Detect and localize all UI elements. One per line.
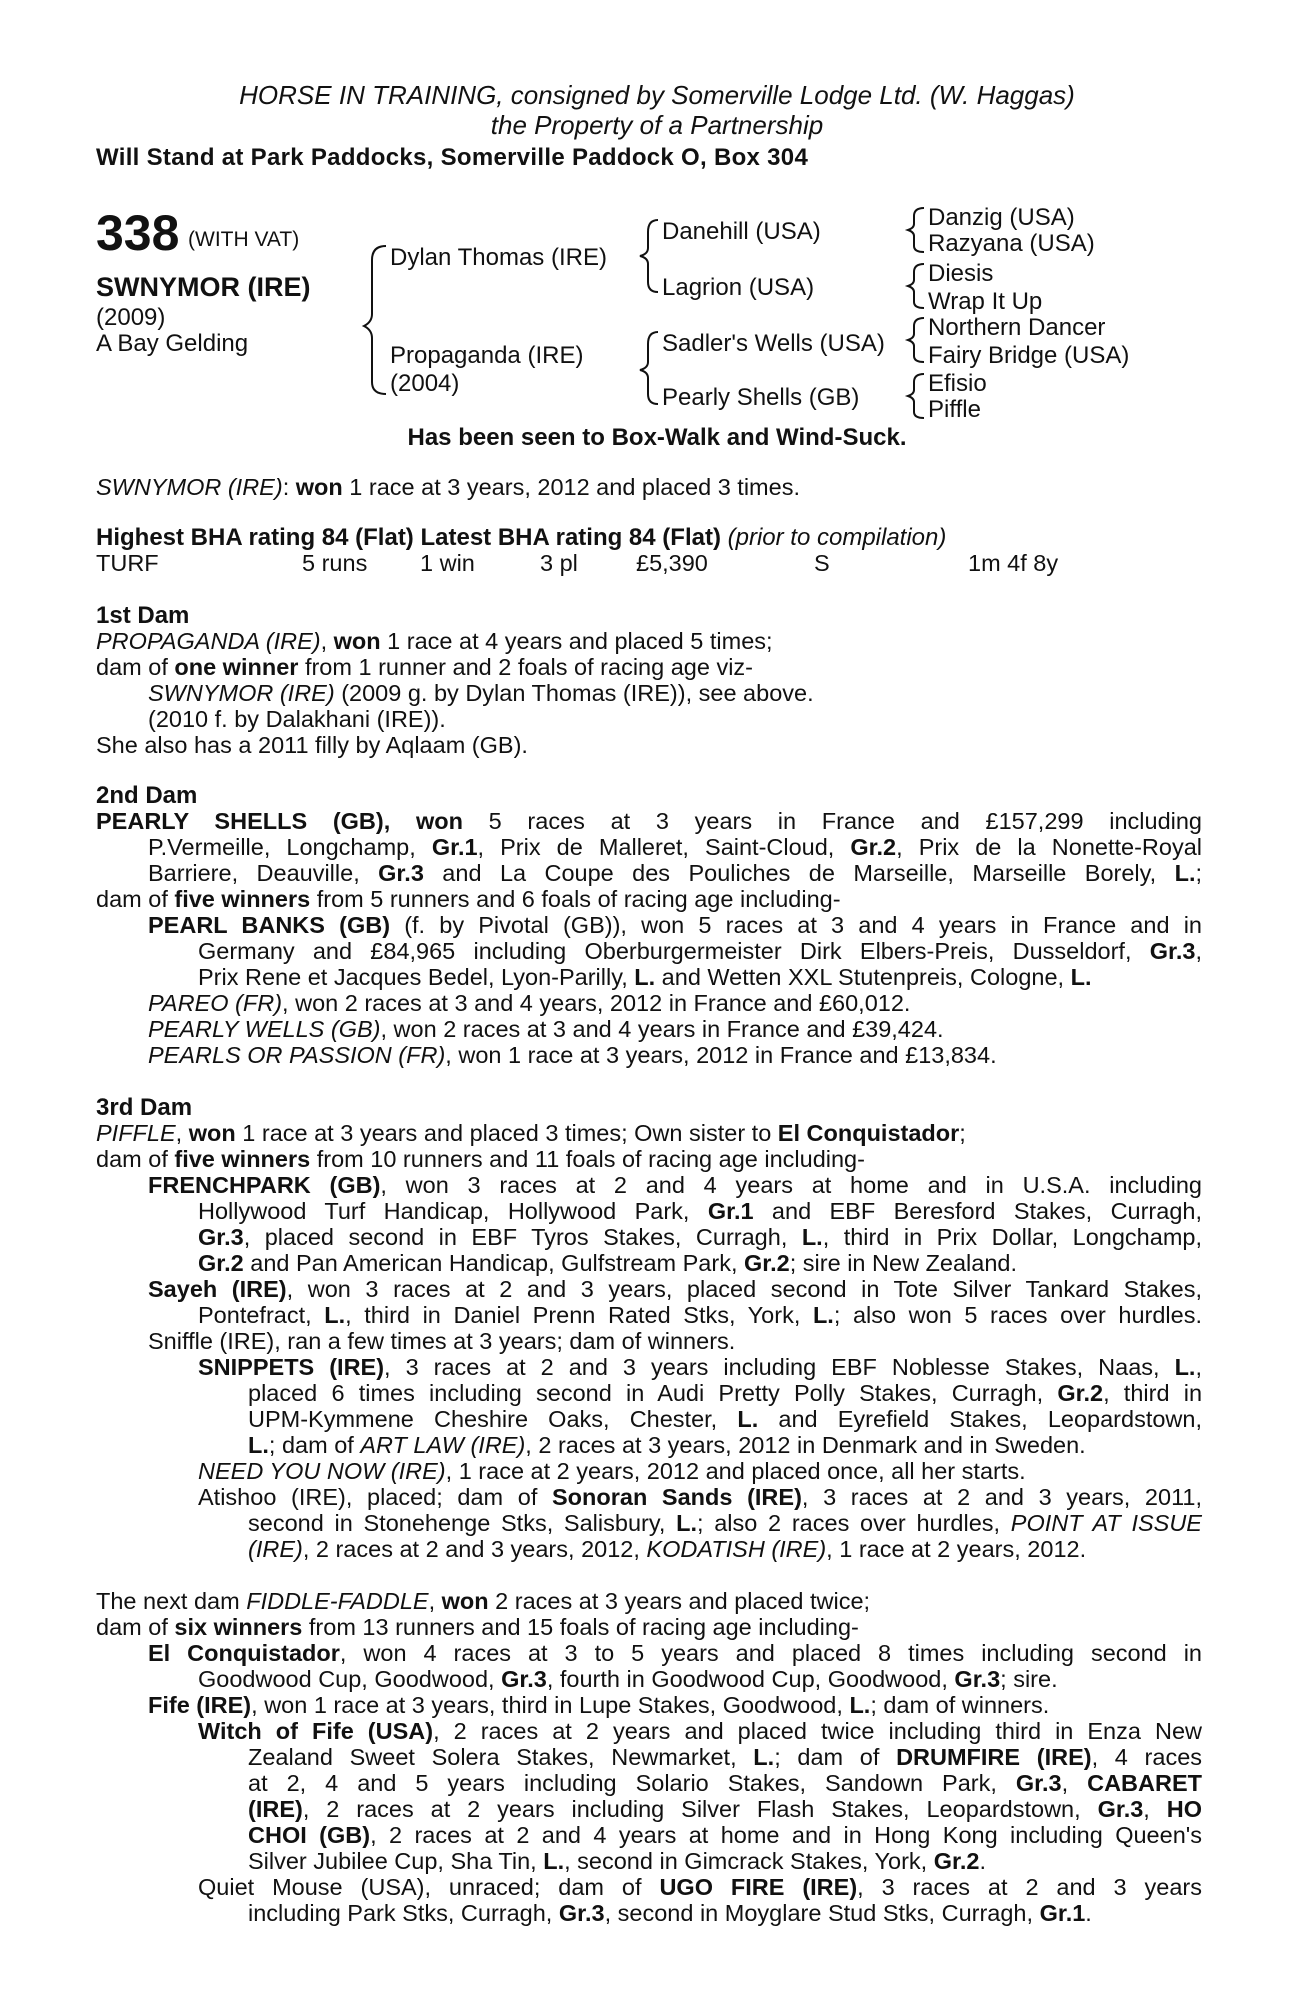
first-dam-line bbox=[96, 628, 773, 655]
el-conquistador-line-1 bbox=[148, 1640, 1202, 1667]
pearl-banks-line-2 bbox=[198, 938, 1202, 965]
t: , won 2 races at 3 and 4 years in France and £39,424. bbox=[380, 1016, 944, 1042]
art-law-name: ART LAW (IRE) bbox=[360, 1432, 526, 1458]
third-dam-produce bbox=[96, 1146, 865, 1173]
won: won bbox=[188, 1120, 236, 1146]
grade: L. bbox=[849, 1692, 871, 1718]
t: , bbox=[1143, 1796, 1167, 1822]
t: ; sire. bbox=[1000, 1666, 1058, 1692]
t: from 5 runners and 6 foals of racing age including- bbox=[310, 886, 841, 912]
sonoran-sands-name: Sonoran Sands (IRE) bbox=[551, 1484, 802, 1510]
pedigree-sire: Dylan Thomas (IRE) bbox=[390, 244, 607, 271]
pearls-or-passion-line bbox=[148, 1042, 997, 1069]
sniffle-line: Sniffle (IRE), ran a few times at 3 years; dam of winners. bbox=[148, 1328, 736, 1354]
foal-2009-text: (2009 g. by Dylan Thomas (IRE)), see above. bbox=[334, 680, 814, 706]
won: won bbox=[441, 1588, 489, 1614]
t: , bbox=[428, 1588, 442, 1614]
t: from 13 runners and 15 foals of racing age including- bbox=[302, 1614, 859, 1640]
grade: Gr.2 bbox=[850, 834, 897, 860]
t: , placed second in EBF Tyros Stakes, Curragh, bbox=[243, 1224, 802, 1250]
grade: L. bbox=[812, 1302, 834, 1328]
pedigree-dam: Propaganda (IRE) bbox=[390, 342, 584, 369]
t: ; dam of winners. bbox=[870, 1692, 1050, 1718]
grade: L. bbox=[753, 1744, 775, 1770]
t: , 2 races at 2 and 3 years, 2012, bbox=[302, 1536, 647, 1562]
fiddle-faddle-name: FIDDLE-FADDLE bbox=[246, 1588, 429, 1614]
horse-name: SWNYMOR (IRE) bbox=[96, 272, 311, 302]
t: , 3 races at 2 and 3 years, 2011, bbox=[801, 1484, 1202, 1510]
el-conquistador-name: El Conquistador bbox=[148, 1640, 340, 1666]
t: Pontefract, bbox=[198, 1302, 325, 1328]
t: , second in Gimcrack Stakes, York, bbox=[564, 1848, 934, 1874]
witch-of-fife-name: Witch of Fife (USA) bbox=[198, 1718, 434, 1744]
t: , fourth in Goodwood Cup, Goodwood, bbox=[546, 1666, 955, 1692]
comma: , bbox=[383, 808, 416, 834]
t: , won 2 races at 3 and 4 years, 2012 in France and £60,012. bbox=[282, 990, 911, 1016]
pedigree-dam-year: (2004) bbox=[390, 370, 460, 397]
atishoo-line-2 bbox=[248, 1510, 1202, 1537]
pedigree-sss: Danzig (USA) bbox=[928, 204, 1075, 231]
pareo-line bbox=[148, 990, 910, 1017]
winners: five winners bbox=[174, 886, 311, 912]
frenchpark-line-4 bbox=[198, 1250, 1017, 1277]
t: ; bbox=[959, 1120, 966, 1146]
bha-rating bbox=[96, 524, 946, 552]
t: (IRE) bbox=[248, 1536, 303, 1562]
bracket-sire bbox=[640, 220, 658, 292]
stabling-line: Will Stand at Park Paddocks, Somerville Paddock O, Box 304 bbox=[96, 144, 809, 171]
foal-2011: She also has a 2011 filly by Aqlaam (GB). bbox=[96, 732, 528, 758]
t: , 3 races at 2 and 3 years including EBF Noblesse Stakes, Naas, bbox=[384, 1354, 1175, 1380]
t: ; also 2 races over hurdles, bbox=[696, 1510, 1011, 1536]
t: dam of bbox=[96, 886, 175, 912]
pearls-or-passion-name: PEARLS OR PASSION (FR) bbox=[148, 1042, 446, 1068]
grade: L. bbox=[1174, 1354, 1196, 1380]
second-dam-won: won bbox=[415, 808, 463, 834]
atishoo-line-1 bbox=[198, 1484, 1202, 1511]
pearl-banks-line-1 bbox=[148, 912, 1202, 939]
bracket-dd bbox=[908, 374, 924, 418]
grade: Gr.2 bbox=[744, 1250, 790, 1276]
turf-distance: 1m 4f 8y bbox=[968, 550, 1059, 576]
turf-money: £5,390 bbox=[636, 550, 708, 576]
t: , third in Prix Dollar, Longchamp, bbox=[822, 1224, 1202, 1250]
fife-name: Fife (IRE) bbox=[148, 1692, 252, 1718]
second-dam-heading: 2nd Dam bbox=[96, 782, 198, 809]
grade: L. bbox=[737, 1406, 759, 1432]
grade: Gr.2 bbox=[1057, 1380, 1104, 1406]
turf-runs: 5 runs bbox=[302, 550, 368, 576]
third-dam-line bbox=[96, 1120, 966, 1147]
t: dam of bbox=[96, 1146, 175, 1172]
fife-line bbox=[148, 1692, 1049, 1719]
t: . bbox=[1085, 1900, 1092, 1926]
foal-2009 bbox=[148, 680, 814, 707]
frenchpark-line-1 bbox=[148, 1172, 1202, 1199]
t: , won 3 races at 2 and 4 years at home and in U.S.A. including bbox=[380, 1172, 1202, 1198]
grade: L. bbox=[634, 964, 656, 990]
witch-of-fife-line-5 bbox=[248, 1822, 1202, 1849]
t: Hollywood Turf Handicap, Hollywood Park, bbox=[198, 1198, 708, 1224]
sayeh-line-1 bbox=[148, 1276, 1202, 1303]
turf-wins: 1 win bbox=[420, 550, 475, 576]
need-you-now-name: NEED YOU NOW (IRE) bbox=[198, 1458, 446, 1484]
snippets-name: SNIPPETS (IRE) bbox=[198, 1354, 385, 1380]
snippets-line-1 bbox=[198, 1354, 1202, 1381]
t: Germany and £84,965 including Oberburgermeister Dirk Elbers-Preis, Dusseldorf, bbox=[198, 938, 1150, 964]
t: , third in Daniel Prenn Rated Stks, York, bbox=[345, 1302, 813, 1328]
first-dam-produce bbox=[96, 654, 753, 681]
grade: L. bbox=[543, 1848, 565, 1874]
t: P.Vermeille, Longchamp, bbox=[148, 834, 432, 860]
grade: L. bbox=[1070, 964, 1092, 990]
snippets-line-2 bbox=[248, 1380, 1202, 1407]
next-dam-produce bbox=[96, 1614, 859, 1641]
t: , 1 race at 2 years, 2012 and placed once, all her starts. bbox=[445, 1458, 1026, 1484]
t: and Wetten XXL Stutenpreis, Cologne, bbox=[655, 964, 1071, 990]
pedigree-dsd: Fairy Bridge (USA) bbox=[928, 342, 1130, 369]
consignor-line: HORSE IN TRAINING, consigned by Somerville Lodge Ltd. (W. Haggas) bbox=[239, 80, 1075, 110]
second-dam-line-3 bbox=[148, 860, 1202, 887]
snippets-line-3 bbox=[248, 1406, 1202, 1433]
need-you-now-line bbox=[198, 1458, 1026, 1485]
t: , 2 races at 3 years, 2012 in Denmark and in Sweden. bbox=[525, 1432, 1086, 1458]
t: 1 race at 3 years and placed 3 times; Own sister to bbox=[235, 1120, 778, 1146]
t: , bbox=[1061, 1770, 1088, 1796]
t: and Eyrefield Stakes, Leopardstown, bbox=[758, 1406, 1202, 1432]
t: at 2, 4 and 5 years including Solario Stakes, Sandown Park, bbox=[248, 1770, 1016, 1796]
pedigree-sdd: Wrap It Up bbox=[928, 288, 1043, 315]
t: from 10 runners and 11 foals of racing age including- bbox=[310, 1146, 865, 1172]
pedigree-dds: Efisio bbox=[928, 370, 987, 397]
grade: L. bbox=[248, 1432, 269, 1458]
t: , 4 races bbox=[1091, 1744, 1203, 1770]
t: Quiet Mouse (USA), unraced; dam of bbox=[198, 1874, 660, 1900]
t: , won 4 races at 3 to 5 years and placed 8 times including second in bbox=[339, 1640, 1202, 1666]
grade: L. bbox=[324, 1302, 346, 1328]
race-summary bbox=[96, 474, 800, 501]
grade: Gr.3 bbox=[558, 1900, 605, 1926]
cabaret-suffix: (IRE) bbox=[248, 1796, 303, 1822]
t: , second in Moyglare Stud Stks, Curragh, bbox=[604, 1900, 1040, 1926]
grade: L. bbox=[801, 1224, 823, 1250]
point-at-issue-name: POINT AT ISSUE bbox=[1010, 1510, 1202, 1536]
bracket-ss bbox=[908, 208, 924, 252]
grade: Gr.3 bbox=[1149, 938, 1196, 964]
dam-of: dam of bbox=[96, 654, 175, 680]
winners: five winners bbox=[174, 1146, 311, 1172]
frenchpark-line-2 bbox=[198, 1198, 1202, 1225]
pearl-banks-name: PEARL BANKS (GB) bbox=[148, 912, 391, 938]
t: . bbox=[979, 1848, 987, 1874]
bracket-sd bbox=[908, 264, 924, 308]
t: UPM-Kymmene Cheshire Oaks, Chester, bbox=[248, 1406, 738, 1432]
vat-label: (WITH VAT) bbox=[188, 228, 300, 251]
witch-of-fife-line-1 bbox=[198, 1718, 1202, 1745]
first-dam-heading: 1st Dam bbox=[96, 602, 190, 629]
pareo-name: PAREO (FR) bbox=[148, 990, 283, 1016]
witch-of-fife-line-4 bbox=[248, 1796, 1202, 1823]
comma: , bbox=[320, 628, 334, 654]
first-dam-won: won bbox=[333, 628, 381, 654]
turf-surface: TURF bbox=[96, 550, 159, 576]
t: , 1 race at 2 years, 2012. bbox=[826, 1536, 1087, 1562]
next-dam-line bbox=[96, 1588, 870, 1615]
pedigree-sire-sire: Danehill (USA) bbox=[662, 218, 821, 245]
third-dam-name: PIFFLE bbox=[96, 1120, 176, 1146]
ho-choi-name: HO bbox=[1166, 1796, 1202, 1822]
summary-won: won bbox=[295, 474, 343, 500]
frenchpark-line-3 bbox=[198, 1224, 1202, 1251]
pearl-banks-line-3 bbox=[198, 964, 1091, 991]
pearly-wells-line bbox=[148, 1016, 944, 1043]
quiet-mouse-line-2 bbox=[248, 1900, 1092, 1927]
second-dam-line-2 bbox=[148, 834, 1202, 861]
t: and EBF Beresford Stakes, Curragh, bbox=[753, 1198, 1202, 1224]
t: The next dam bbox=[96, 1588, 247, 1614]
first-dam-produce-text: from 1 runner and 2 foals of racing age viz- bbox=[298, 654, 753, 680]
t: , 2 races at 2 years and placed twice including third in Enza New bbox=[433, 1718, 1202, 1744]
el-conquistador-line-2 bbox=[198, 1666, 1058, 1693]
turf-placed: 3 pl bbox=[540, 550, 578, 576]
grade: Gr.3 bbox=[198, 1224, 244, 1250]
pedigree-dss: Northern Dancer bbox=[928, 314, 1106, 341]
grade: Gr.3 bbox=[954, 1666, 1001, 1692]
summary-text: 1 race at 3 years, 2012 and placed 3 times. bbox=[342, 474, 800, 500]
witch-of-fife-line-2 bbox=[248, 1744, 1202, 1771]
bracket-ds bbox=[908, 318, 924, 362]
quiet-mouse-line-1 bbox=[198, 1874, 1202, 1901]
cabaret-name: CABARET bbox=[1087, 1770, 1202, 1796]
horse-description: A Bay Gelding bbox=[96, 330, 249, 357]
sayeh-line-2 bbox=[198, 1302, 1202, 1329]
lot-number: 338 bbox=[96, 205, 180, 261]
t: ; dam of bbox=[268, 1432, 361, 1458]
bracket-main bbox=[364, 246, 386, 394]
foal-2010: (2010 f. by Dalakhani (IRE)). bbox=[148, 706, 446, 732]
summary-horse-name: SWNYMOR (IRE) bbox=[96, 474, 283, 500]
grade: L. bbox=[676, 1510, 697, 1536]
grade: Gr.3 bbox=[1097, 1796, 1144, 1822]
pedigree-sire-dam: Lagrion (USA) bbox=[662, 274, 815, 301]
witch-of-fife-line-6 bbox=[248, 1848, 986, 1875]
t: ; dam of bbox=[774, 1744, 897, 1770]
first-dam-winners: one winner bbox=[174, 654, 299, 680]
t: , 2 races at 2 and 4 years at home and in Hong Kong including Queen's bbox=[370, 1822, 1202, 1848]
t: second in Stonehenge Stks, Salisbury, bbox=[248, 1510, 677, 1536]
t: , won 1 race at 3 years, 2012 in France and £13,834. bbox=[445, 1042, 997, 1068]
property-line: the Property of a Partnership bbox=[490, 110, 824, 140]
t: , bbox=[1195, 938, 1202, 964]
t: , won 3 races at 2 and 3 years, placed second in Tote Silver Tankard Stakes, bbox=[286, 1276, 1202, 1302]
grade: Gr.3 bbox=[1015, 1770, 1062, 1796]
t: , Prix de la Nonette-Royal bbox=[896, 834, 1202, 860]
second-dam-name: PEARLY SHELLS (GB) bbox=[96, 808, 384, 834]
t: Zealand Sweet Solera Stakes, Newmarket, bbox=[248, 1744, 754, 1770]
turf-going: S bbox=[814, 550, 830, 576]
grade: Gr.3 bbox=[501, 1666, 547, 1692]
grade: Gr.2 bbox=[933, 1848, 980, 1874]
grade: Gr.1 bbox=[431, 834, 478, 860]
t: ; also won 5 races over hurdles. bbox=[833, 1302, 1202, 1328]
foal-2009-name: SWNYMOR (IRE) bbox=[148, 680, 335, 706]
grade: L. bbox=[1174, 860, 1196, 886]
drumfire-name: DRUMFIRE (IRE) bbox=[896, 1744, 1092, 1770]
ugo-fire-name: UGO FIRE (IRE) bbox=[659, 1874, 858, 1900]
pedigree-ssd: Razyana (USA) bbox=[928, 230, 1095, 257]
t: , Prix de Malleret, Saint-Cloud, bbox=[477, 834, 851, 860]
second-dam-produce bbox=[96, 886, 841, 913]
t: , bbox=[1195, 1354, 1202, 1380]
ho-choi-suffix: CHOI (GB) bbox=[248, 1822, 371, 1848]
kodatish-name: KODATISH (IRE) bbox=[646, 1536, 827, 1562]
horse-year: (2009) bbox=[96, 304, 166, 331]
t: and La Coupe des Pouliches de Marseille, Marseille Borely, bbox=[423, 860, 1175, 886]
el-conquistador: El Conquistador bbox=[777, 1120, 960, 1146]
winners: six winners bbox=[174, 1614, 303, 1640]
t: and Pan American Handicap, Gulfstream Park, bbox=[243, 1250, 745, 1276]
grade: Gr.1 bbox=[707, 1198, 754, 1224]
t: ; sire in New Zealand. bbox=[789, 1250, 1018, 1276]
grade: Gr.3 bbox=[378, 860, 424, 886]
t: , third in bbox=[1103, 1380, 1203, 1406]
pedigree-dam-sire: Sadler's Wells (USA) bbox=[662, 330, 885, 357]
t: Barriere, Deauville, bbox=[148, 860, 379, 886]
pedigree-dam-dam: Pearly Shells (GB) bbox=[662, 384, 860, 411]
t: Goodwood Cup, Goodwood, bbox=[198, 1666, 502, 1692]
snippets-line-4 bbox=[248, 1432, 1086, 1459]
t: Atishoo (IRE), placed; dam of bbox=[198, 1484, 552, 1510]
rating-note: (prior to compilation) bbox=[727, 524, 947, 551]
witch-of-fife-line-3 bbox=[248, 1770, 1202, 1797]
third-dam-heading: 3rd Dam bbox=[96, 1094, 193, 1121]
t: , won 1 race at 3 years, third in Lupe Stakes, Goodwood, bbox=[251, 1692, 850, 1718]
summary-colon: : bbox=[282, 474, 296, 500]
t: Silver Jubilee Cup, Sha Tin, bbox=[248, 1848, 544, 1874]
bracket-dam bbox=[640, 332, 658, 404]
second-dam-line-1 bbox=[96, 808, 1202, 835]
pedigree-ddd: Piffle bbox=[928, 396, 981, 423]
t: 2 races at 3 years and placed twice; bbox=[488, 1588, 871, 1614]
pedigree-brackets bbox=[0, 0, 1314, 460]
t: , bbox=[175, 1120, 189, 1146]
t: , 3 races at 2 and 3 years bbox=[857, 1874, 1202, 1900]
frenchpark-name: FRENCHPARK (GB) bbox=[148, 1172, 381, 1198]
t: (f. by Pivotal (GB)), won 5 races at 3 and 4 years in France and in bbox=[390, 912, 1202, 938]
first-dam-text: 1 race at 4 years and placed 5 times; bbox=[380, 628, 773, 654]
t: dam of bbox=[96, 1614, 175, 1640]
atishoo-line-3 bbox=[248, 1536, 1086, 1563]
pearly-wells-name: PEARLY WELLS (GB) bbox=[148, 1016, 381, 1042]
second-dam-text: 5 races at 3 years in France and £157,299 including bbox=[488, 808, 1202, 834]
t: including Park Stks, Curragh, bbox=[248, 1900, 559, 1926]
vices-note: Has been seen to Box-Walk and Wind-Suck. bbox=[407, 424, 907, 451]
t: placed 6 times including second in Audi Pretty Polly Stakes, Curragh, bbox=[248, 1380, 1058, 1406]
first-dam-name: PROPAGANDA (IRE) bbox=[96, 628, 321, 654]
sayeh-name: Sayeh (IRE) bbox=[148, 1276, 287, 1302]
grade: Gr.2 bbox=[198, 1250, 244, 1276]
grade: Gr.1 bbox=[1039, 1900, 1086, 1926]
pedigree-sds: Diesis bbox=[928, 260, 994, 287]
t: ; bbox=[1195, 860, 1203, 886]
t: Prix Rene et Jacques Bedel, Lyon-Parilly, bbox=[198, 964, 635, 990]
rating-label: Highest BHA rating 84 (Flat) Latest BHA rating 84 (Flat) bbox=[96, 524, 721, 551]
t: , 2 races at 2 years including Silver Flash Stakes, Leopardstown, bbox=[302, 1796, 1098, 1822]
